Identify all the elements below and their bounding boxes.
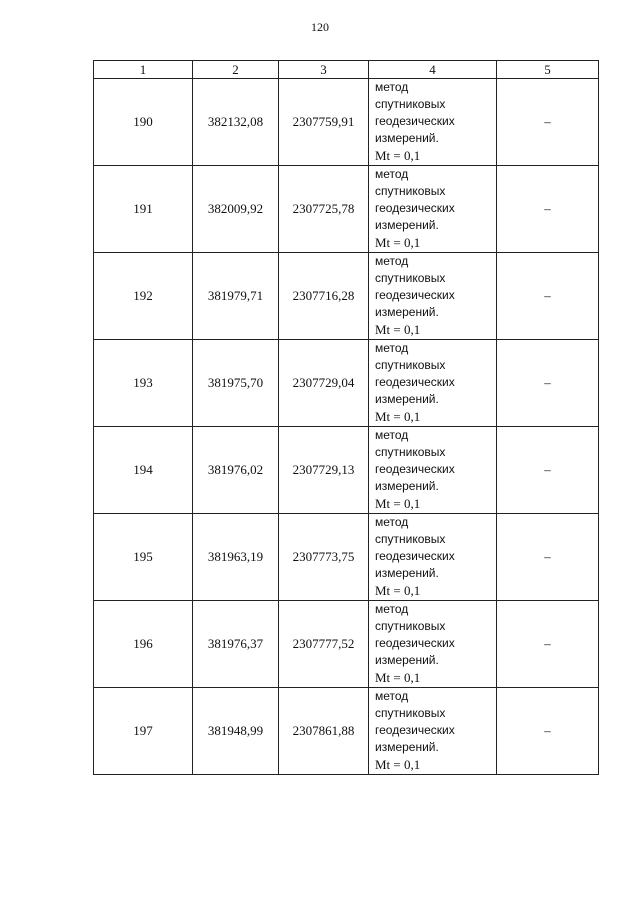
method-cell [369, 514, 497, 601]
method-text-line: спутниковых [375, 445, 446, 459]
y-coordinate-cell: 2307716,28 [279, 253, 369, 340]
table-row [94, 601, 599, 688]
method-text-line: геодезических [375, 375, 455, 389]
note-cell: – [497, 601, 599, 688]
method-cell [369, 688, 497, 775]
method-text-line: спутниковых [375, 184, 446, 198]
method-text-line: измерений. [375, 653, 439, 667]
column-header-4: 4 [369, 61, 497, 79]
method-cell [369, 166, 497, 253]
method-text-line: геодезических [375, 462, 455, 476]
x-coordinate-cell: 381963,19 [193, 514, 279, 601]
x-coordinate-cell: 381975,70 [193, 340, 279, 427]
method-text-line: измерений. [375, 305, 439, 319]
method-text-line: метод [375, 341, 409, 355]
table-row [94, 79, 599, 166]
accuracy-text: Mt = 0,1 [375, 496, 421, 511]
note-cell: – [497, 340, 599, 427]
note-cell: – [497, 688, 599, 775]
column-header-2: 2 [193, 61, 279, 79]
column-header-5: 5 [497, 61, 599, 79]
y-coordinate-cell: 2307729,13 [279, 427, 369, 514]
method-text-line: метод [375, 602, 409, 616]
y-coordinate-cell: 2307773,75 [279, 514, 369, 601]
accuracy-text: Mt = 0,1 [375, 409, 421, 424]
y-coordinate-cell: 2307861,88 [279, 688, 369, 775]
x-coordinate-cell: 381976,02 [193, 427, 279, 514]
method-text-line: измерений. [375, 392, 439, 406]
method-text-line: измерений. [375, 218, 439, 232]
method-text-line: метод [375, 428, 409, 442]
point-number-cell: 194 [94, 427, 193, 514]
method-cell [369, 79, 497, 166]
y-coordinate-cell: 2307729,04 [279, 340, 369, 427]
coordinates-table [93, 60, 599, 775]
table-row [94, 166, 599, 253]
method-text-line: измерений. [375, 740, 439, 754]
note-cell: – [497, 514, 599, 601]
method-text-line: метод [375, 254, 409, 268]
note-cell: – [497, 166, 599, 253]
method-text-line: спутниковых [375, 271, 446, 285]
method-text-line: спутниковых [375, 358, 446, 372]
table-row [94, 514, 599, 601]
column-header-1: 1 [94, 61, 193, 79]
point-number-cell: 193 [94, 340, 193, 427]
y-coordinate-cell: 2307725,78 [279, 166, 369, 253]
method-text-line: спутниковых [375, 97, 446, 111]
point-number-cell: 196 [94, 601, 193, 688]
method-cell [369, 601, 497, 688]
method-cell [369, 340, 497, 427]
accuracy-text: Mt = 0,1 [375, 757, 421, 772]
method-text-line: геодезических [375, 549, 455, 563]
x-coordinate-cell: 381976,37 [193, 601, 279, 688]
method-text-line: геодезических [375, 636, 455, 650]
table-row [94, 688, 599, 775]
accuracy-text: Mt = 0,1 [375, 322, 421, 337]
x-coordinate-cell: 382132,08 [193, 79, 279, 166]
column-header-3: 3 [279, 61, 369, 79]
method-text-line: геодезических [375, 201, 455, 215]
x-coordinate-cell: 381948,99 [193, 688, 279, 775]
y-coordinate-cell: 2307777,52 [279, 601, 369, 688]
method-text-line: измерений. [375, 131, 439, 145]
method-text-line: метод [375, 80, 409, 94]
point-number-cell: 197 [94, 688, 193, 775]
method-text-line: спутниковых [375, 532, 446, 546]
method-text-line: геодезических [375, 723, 455, 737]
method-text-line: измерений. [375, 479, 439, 493]
x-coordinate-cell: 382009,92 [193, 166, 279, 253]
point-number-cell: 190 [94, 79, 193, 166]
point-number-cell: 195 [94, 514, 193, 601]
method-text-line: геодезических [375, 114, 455, 128]
table-row [94, 340, 599, 427]
method-text-line: метод [375, 515, 409, 529]
accuracy-text: Mt = 0,1 [375, 235, 421, 250]
y-coordinate-cell: 2307759,91 [279, 79, 369, 166]
accuracy-text: Mt = 0,1 [375, 148, 421, 163]
method-text-line: метод [375, 167, 409, 181]
note-cell: – [497, 253, 599, 340]
method-cell [369, 427, 497, 514]
table-body [94, 79, 599, 775]
method-text-line: измерений. [375, 566, 439, 580]
accuracy-text: Mt = 0,1 [375, 583, 421, 598]
table-row [94, 427, 599, 514]
note-cell: – [497, 79, 599, 166]
table-row [94, 253, 599, 340]
accuracy-text: Mt = 0,1 [375, 670, 421, 685]
method-cell [369, 253, 497, 340]
table-header-row [94, 61, 599, 79]
point-number-cell: 191 [94, 166, 193, 253]
x-coordinate-cell: 381979,71 [193, 253, 279, 340]
page-number: 120 [311, 20, 329, 34]
method-text-line: метод [375, 689, 409, 703]
method-text-line: спутниковых [375, 619, 446, 633]
method-text-line: геодезических [375, 288, 455, 302]
method-text-line: спутниковых [375, 706, 446, 720]
point-number-cell: 192 [94, 253, 193, 340]
note-cell: – [497, 427, 599, 514]
